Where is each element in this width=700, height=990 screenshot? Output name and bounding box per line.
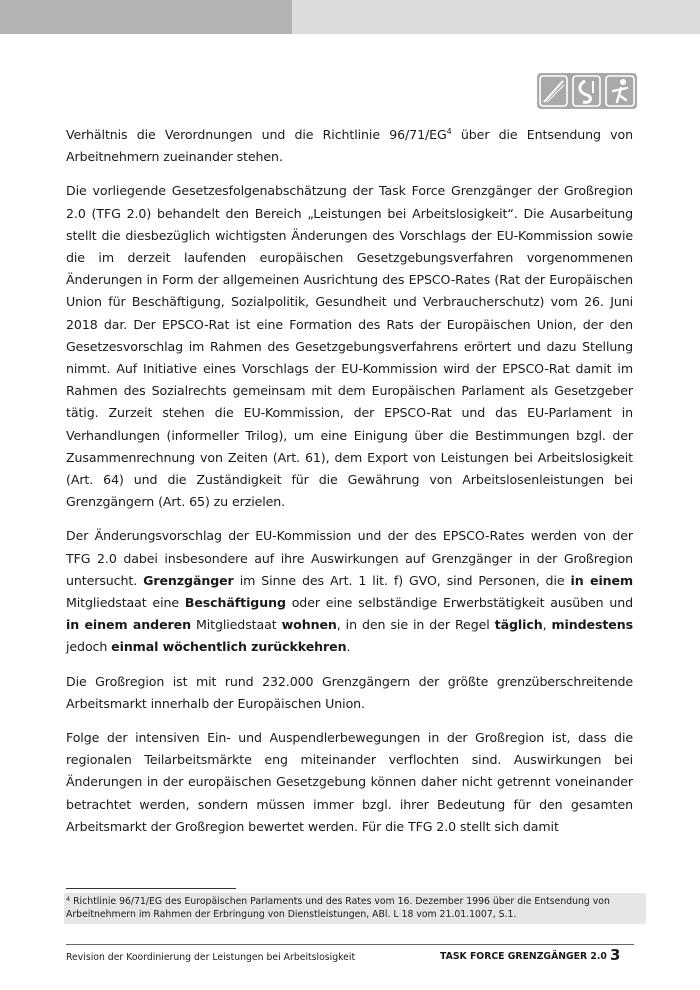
task-force-logo-icon: [537, 73, 637, 109]
bold-term: wohnen: [281, 617, 337, 633]
paragraph: [66, 124, 633, 168]
text-run: jedoch: [66, 639, 112, 655]
footer-separator: [66, 944, 634, 945]
footnote: [64, 893, 646, 924]
paragraph: [66, 671, 633, 715]
body-text: [66, 124, 633, 850]
bold-term: Grenzgänger: [143, 572, 234, 588]
footnote-marker: 4: [66, 895, 71, 903]
paragraph: [66, 525, 633, 658]
text-run: Die vorliegende Gesetzesfolgenabschätzung der Task Force Grenzgänger der Großregion 2.0 (TFG 2.0) behandelt den Bereich „Leistungen bei Arbeitslosigkeit“. Die Ausarbeitung stellt die diesbezüglich wichtigsten Änderungen des Vorschlags der EU-Kommission sowie die im derzeit laufenden europäischen Gesetzgebungsverfahren vorgenommenen Änderungen in Form der allgemeinen Ausrichtung des EPSCO-Rates (Rat der Europäischen Union für Beschäftigung, Sozialpolitik, Gesundheit und Verbraucherschutz) vom 26. Juni 2018 dar. Der EPSCO-Rat ist eine Formation des Rats der Europäischen Union, der den Gesetzesvorschlag im Rahmen des Gesetzgebungsverfahrens erörtert und dazu Stellung nimmt. Auf Initiative eines Vorschlags der EU-Kommission wird der EPSCO-Rat damit im Rahmen des Sozialrechts gemeinsam mit dem Europäischen Parlament als Gesetzgeber tätig. Zurzeit stehen die EU-Kommission, der EPSCO-Rat und das EU-Parlament in Verhandlungen (informeller Trilog), um eine Einigung über die Bestimmungen bzgl. der Zusammenrechnung von Zeiten (Art. 61), dem Export von Leistungen bei Arbeitslosigkeit (Art. 64) und die Zuständigkeit für die Gewährung von Arbeitslosenleistungen bei Grenzgängern (Art. 65) zu erzielen.: [66, 183, 633, 510]
footnote-text: Richtlinie 96/71/EG des Europäischen Parlaments und des Rates vom 16. Dezember 1996 über die Entsendung von Arbeitnehmern im Rahmen der Erbringung von Dienstleistungen, ABl. L 18 vom 21.01.1007, S.1.: [66, 896, 610, 920]
footer-document-title: Revision der Koordinierung der Leistungen bei Arbeitslosigkeit: [66, 952, 356, 963]
text-run: Die Großregion ist mit rund 232.000 Grenzgängern der größte grenzüberschreitende Arbeitsmarkt innerhalb der Europäischen Union.: [66, 673, 633, 711]
bold-term: Beschäftigung: [184, 595, 286, 611]
text-run: Mitgliedstaat: [190, 617, 282, 633]
bold-term: mindestens: [551, 617, 633, 633]
text-run: Der Änderungsvorschlag der EU-Kommission und der des EPSCO-Rates werden von der TFG 2.0 dabei insbesondere auf ihre Auswirkungen auf Grenzgänger in der Großregion untersucht.: [66, 528, 633, 588]
text-run: ,: [542, 617, 552, 633]
text-run: .: [346, 639, 351, 655]
bold-term: in einem: [570, 572, 633, 588]
paragraph: [66, 727, 633, 838]
text-run: Mitgliedstaat eine: [66, 595, 185, 611]
footer-organization: TASK FORCE GRENZGÄNGER 2.0: [440, 951, 607, 962]
footnote-reference: 4: [446, 127, 452, 136]
footnote-separator: [66, 888, 236, 889]
page-number: 3: [610, 946, 621, 964]
header-bar-light: [292, 0, 700, 34]
bold-term: täglich: [494, 617, 543, 633]
text-run: oder eine selbständige Erwerbstätigkeit ausüben und: [285, 595, 633, 611]
bold-term: in einem anderen: [66, 617, 191, 633]
text-run: Verhältnis die Verordnungen und die Richtlinie 96/71/EG: [66, 127, 447, 142]
text-run: im Sinne des Art. 1 lit. f) GVO, sind Personen, die: [233, 572, 571, 588]
header-bar-dark: [0, 0, 292, 34]
bold-term: einmal wöchentlich zurückkehren: [111, 639, 347, 655]
text-run: Folge der intensiven Ein- und Auspendlerbewegungen in der Großregion ist, dass die regionalen Teilarbeitsmärkte eng miteinander verflochten sind. Auswirkungen bei Änderungen in der europäischen Gesetzgebung können daher nicht getrennt voneinander betrachtet werden, sondern müssen immer bzgl. ihrer Bedeutung für den gesamten Arbeitsmarkt der Großregion bewertet werden. Für die TFG 2.0 stellt sich damit: [66, 730, 633, 834]
text-run: , in den sie in der Regel: [336, 617, 495, 633]
text-run: über die Entsendung von Arbeitnehmern zueinander stehen.: [66, 127, 633, 165]
paragraph: [66, 180, 633, 513]
